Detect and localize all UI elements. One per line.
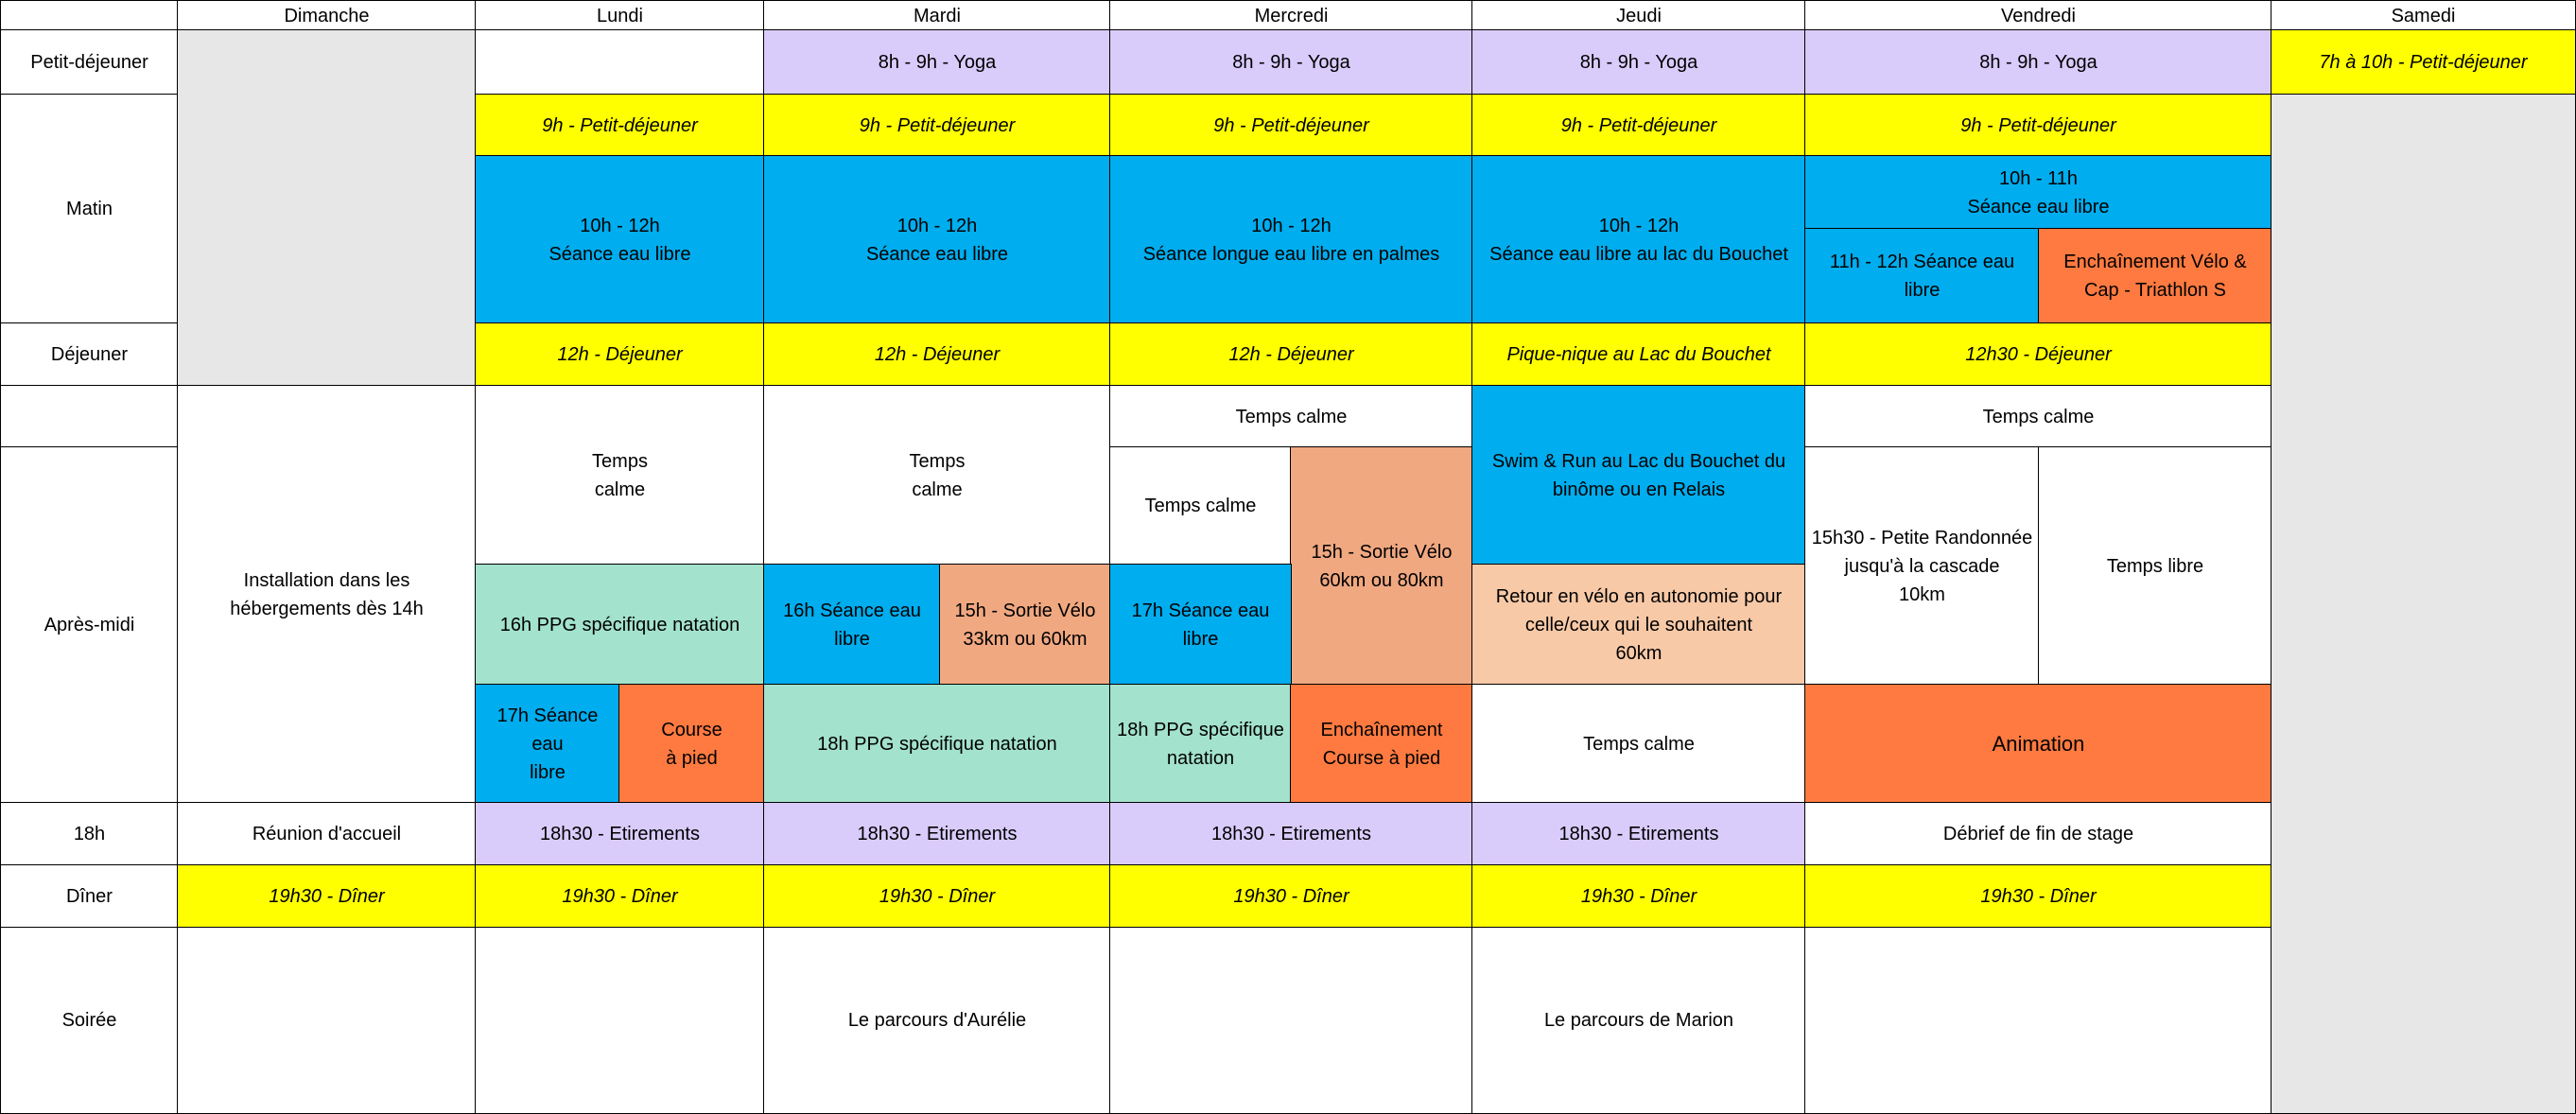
period-label-lunch: Déjeuner — [0, 322, 179, 387]
header-day-sunday: Dimanche — [177, 0, 477, 31]
friday-animation: Animation — [1804, 684, 2272, 804]
wednesday-ppg-18h: 18h PPG spécifique natation — [1109, 684, 1292, 804]
thursday-open-water-bouchet: 10h - 12h Séance eau libre au lac du Bouchet — [1471, 155, 1806, 324]
tuesday-lunch: 12h - Déjeuner — [763, 322, 1111, 387]
period-label-blank — [0, 385, 179, 448]
monday-open-water-17h: 17h Séance eau libre — [475, 684, 620, 804]
period-label-afternoon: Après-midi — [0, 446, 179, 804]
thursday-picnic: Pique-nique au Lac du Bouchet — [1471, 322, 1806, 387]
wednesday-breakfast: 9h - Petit-déjeuner — [1109, 94, 1473, 157]
tuesday-ppg-18h: 18h PPG spécifique natation — [763, 684, 1111, 804]
wednesday-rest-2: Temps calme — [1109, 446, 1292, 566]
period-label-breakfast: Petit-déjeuner — [0, 29, 179, 96]
tuesday-open-water: 10h - 12h Séance eau libre — [763, 155, 1111, 324]
monday-ppg-16h: 16h PPG spécifique natation — [475, 564, 765, 686]
wednesday-rest-1: Temps calme — [1109, 385, 1473, 448]
monday-lunch: 12h - Déjeuner — [475, 322, 765, 387]
wednesday-brick-run: Enchaînement Course à pied — [1290, 684, 1473, 804]
sunday-arrival: Installation dans les hébergements dès 14h — [177, 385, 477, 804]
friday-breakfast: 9h - Petit-déjeuner — [1804, 94, 2272, 157]
tuesday-dinner: 19h30 - Dîner — [763, 864, 1111, 929]
friday-rest: Temps calme — [1804, 385, 2272, 448]
header-day-friday: Vendredi — [1804, 0, 2272, 31]
monday-breakfast: 9h - Petit-déjeuner — [475, 94, 765, 157]
sunday-welcome-meeting: Réunion d'accueil — [177, 802, 477, 866]
tuesday-rest: Temps calme — [763, 385, 1111, 566]
friday-evening — [1804, 927, 2272, 1114]
tuesday-yoga: 8h - 9h - Yoga — [763, 29, 1111, 96]
monday-early-empty — [475, 29, 765, 96]
period-label-dinner: Dîner — [0, 864, 179, 929]
header-day-thursday: Jeudi — [1471, 0, 1806, 31]
period-label-morning: Matin — [0, 94, 179, 324]
friday-hike: 15h30 - Petite Randonnée jusqu'à la cascade 10km — [1804, 446, 2040, 686]
friday-open-water-10h: 10h - 11h Séance eau libre — [1804, 155, 2272, 230]
friday-brick-triathlon: Enchaînement Vélo & Cap - Triathlon S — [2038, 228, 2272, 324]
wednesday-long-open-water: 10h - 12h Séance longue eau libre en palmes — [1109, 155, 1473, 324]
wednesday-open-water-17h: 17h Séance eau libre — [1109, 564, 1292, 686]
thursday-swim-run: Swim & Run au Lac du Bouchet du binôme ou en Relais — [1471, 385, 1806, 566]
period-label-evening: Soirée — [0, 927, 179, 1114]
thursday-rest: Temps calme — [1471, 684, 1806, 804]
wednesday-stretching: 18h30 - Etirements — [1109, 802, 1473, 866]
wednesday-yoga: 8h - 9h - Yoga — [1109, 29, 1473, 96]
tuesday-breakfast: 9h - Petit-déjeuner — [763, 94, 1111, 157]
sunday-dinner: 19h30 - Dîner — [177, 864, 477, 929]
header-day-tuesday: Mardi — [763, 0, 1111, 31]
wednesday-evening — [1109, 927, 1473, 1114]
wednesday-dinner: 19h30 - Dîner — [1109, 864, 1473, 929]
friday-lunch: 12h30 - Déjeuner — [1804, 322, 2272, 387]
tuesday-stretching: 18h30 - Etirements — [763, 802, 1111, 866]
thursday-stretching: 18h30 - Etirements — [1471, 802, 1806, 866]
header-day-wednesday: Mercredi — [1109, 0, 1473, 31]
thursday-dinner: 19h30 - Dîner — [1471, 864, 1806, 929]
friday-free-time: Temps libre — [2038, 446, 2272, 686]
friday-dinner: 19h30 - Dîner — [1804, 864, 2272, 929]
friday-debrief: Débrief de fin de stage — [1804, 802, 2272, 866]
sunday-evening — [177, 927, 477, 1114]
friday-yoga: 8h - 9h - Yoga — [1804, 29, 2272, 96]
tuesday-open-water-16h: 16h Séance eau libre — [763, 564, 941, 686]
thursday-breakfast: 9h - Petit-déjeuner — [1471, 94, 1806, 157]
header-day-saturday: Samedi — [2271, 0, 2576, 31]
wednesday-bike-ride: 15h - Sortie Vélo 60km ou 80km — [1290, 446, 1473, 686]
monday-dinner: 19h30 - Dîner — [475, 864, 765, 929]
tuesday-evening-talk: Le parcours d'Aurélie — [763, 927, 1111, 1114]
monday-run: Course à pied — [618, 684, 765, 804]
thursday-yoga: 8h - 9h - Yoga — [1471, 29, 1806, 96]
period-label-18h: 18h — [0, 802, 179, 866]
header-corner — [0, 0, 179, 31]
header-day-monday: Lundi — [475, 0, 765, 31]
tuesday-bike-ride: 15h - Sortie Vélo 33km ou 60km — [939, 564, 1111, 686]
monday-open-water: 10h - 12h Séance eau libre — [475, 155, 765, 324]
saturday-empty — [2271, 94, 2576, 1114]
friday-open-water-11h: 11h - 12h Séance eau libre — [1804, 228, 2040, 324]
monday-evening — [475, 927, 765, 1114]
saturday-breakfast: 7h à 10h - Petit-déjeuner — [2271, 29, 2576, 96]
sunday-morning-empty — [177, 29, 477, 387]
monday-rest: Temps calme — [475, 385, 765, 566]
wednesday-lunch: 12h - Déjeuner — [1109, 322, 1473, 387]
thursday-bike-back: Retour en vélo en autonomie pour celle/ceux qui le souhaitent 60km — [1471, 564, 1806, 686]
thursday-evening-talk: Le parcours de Marion — [1471, 927, 1806, 1114]
monday-stretching: 18h30 - Etirements — [475, 802, 765, 866]
